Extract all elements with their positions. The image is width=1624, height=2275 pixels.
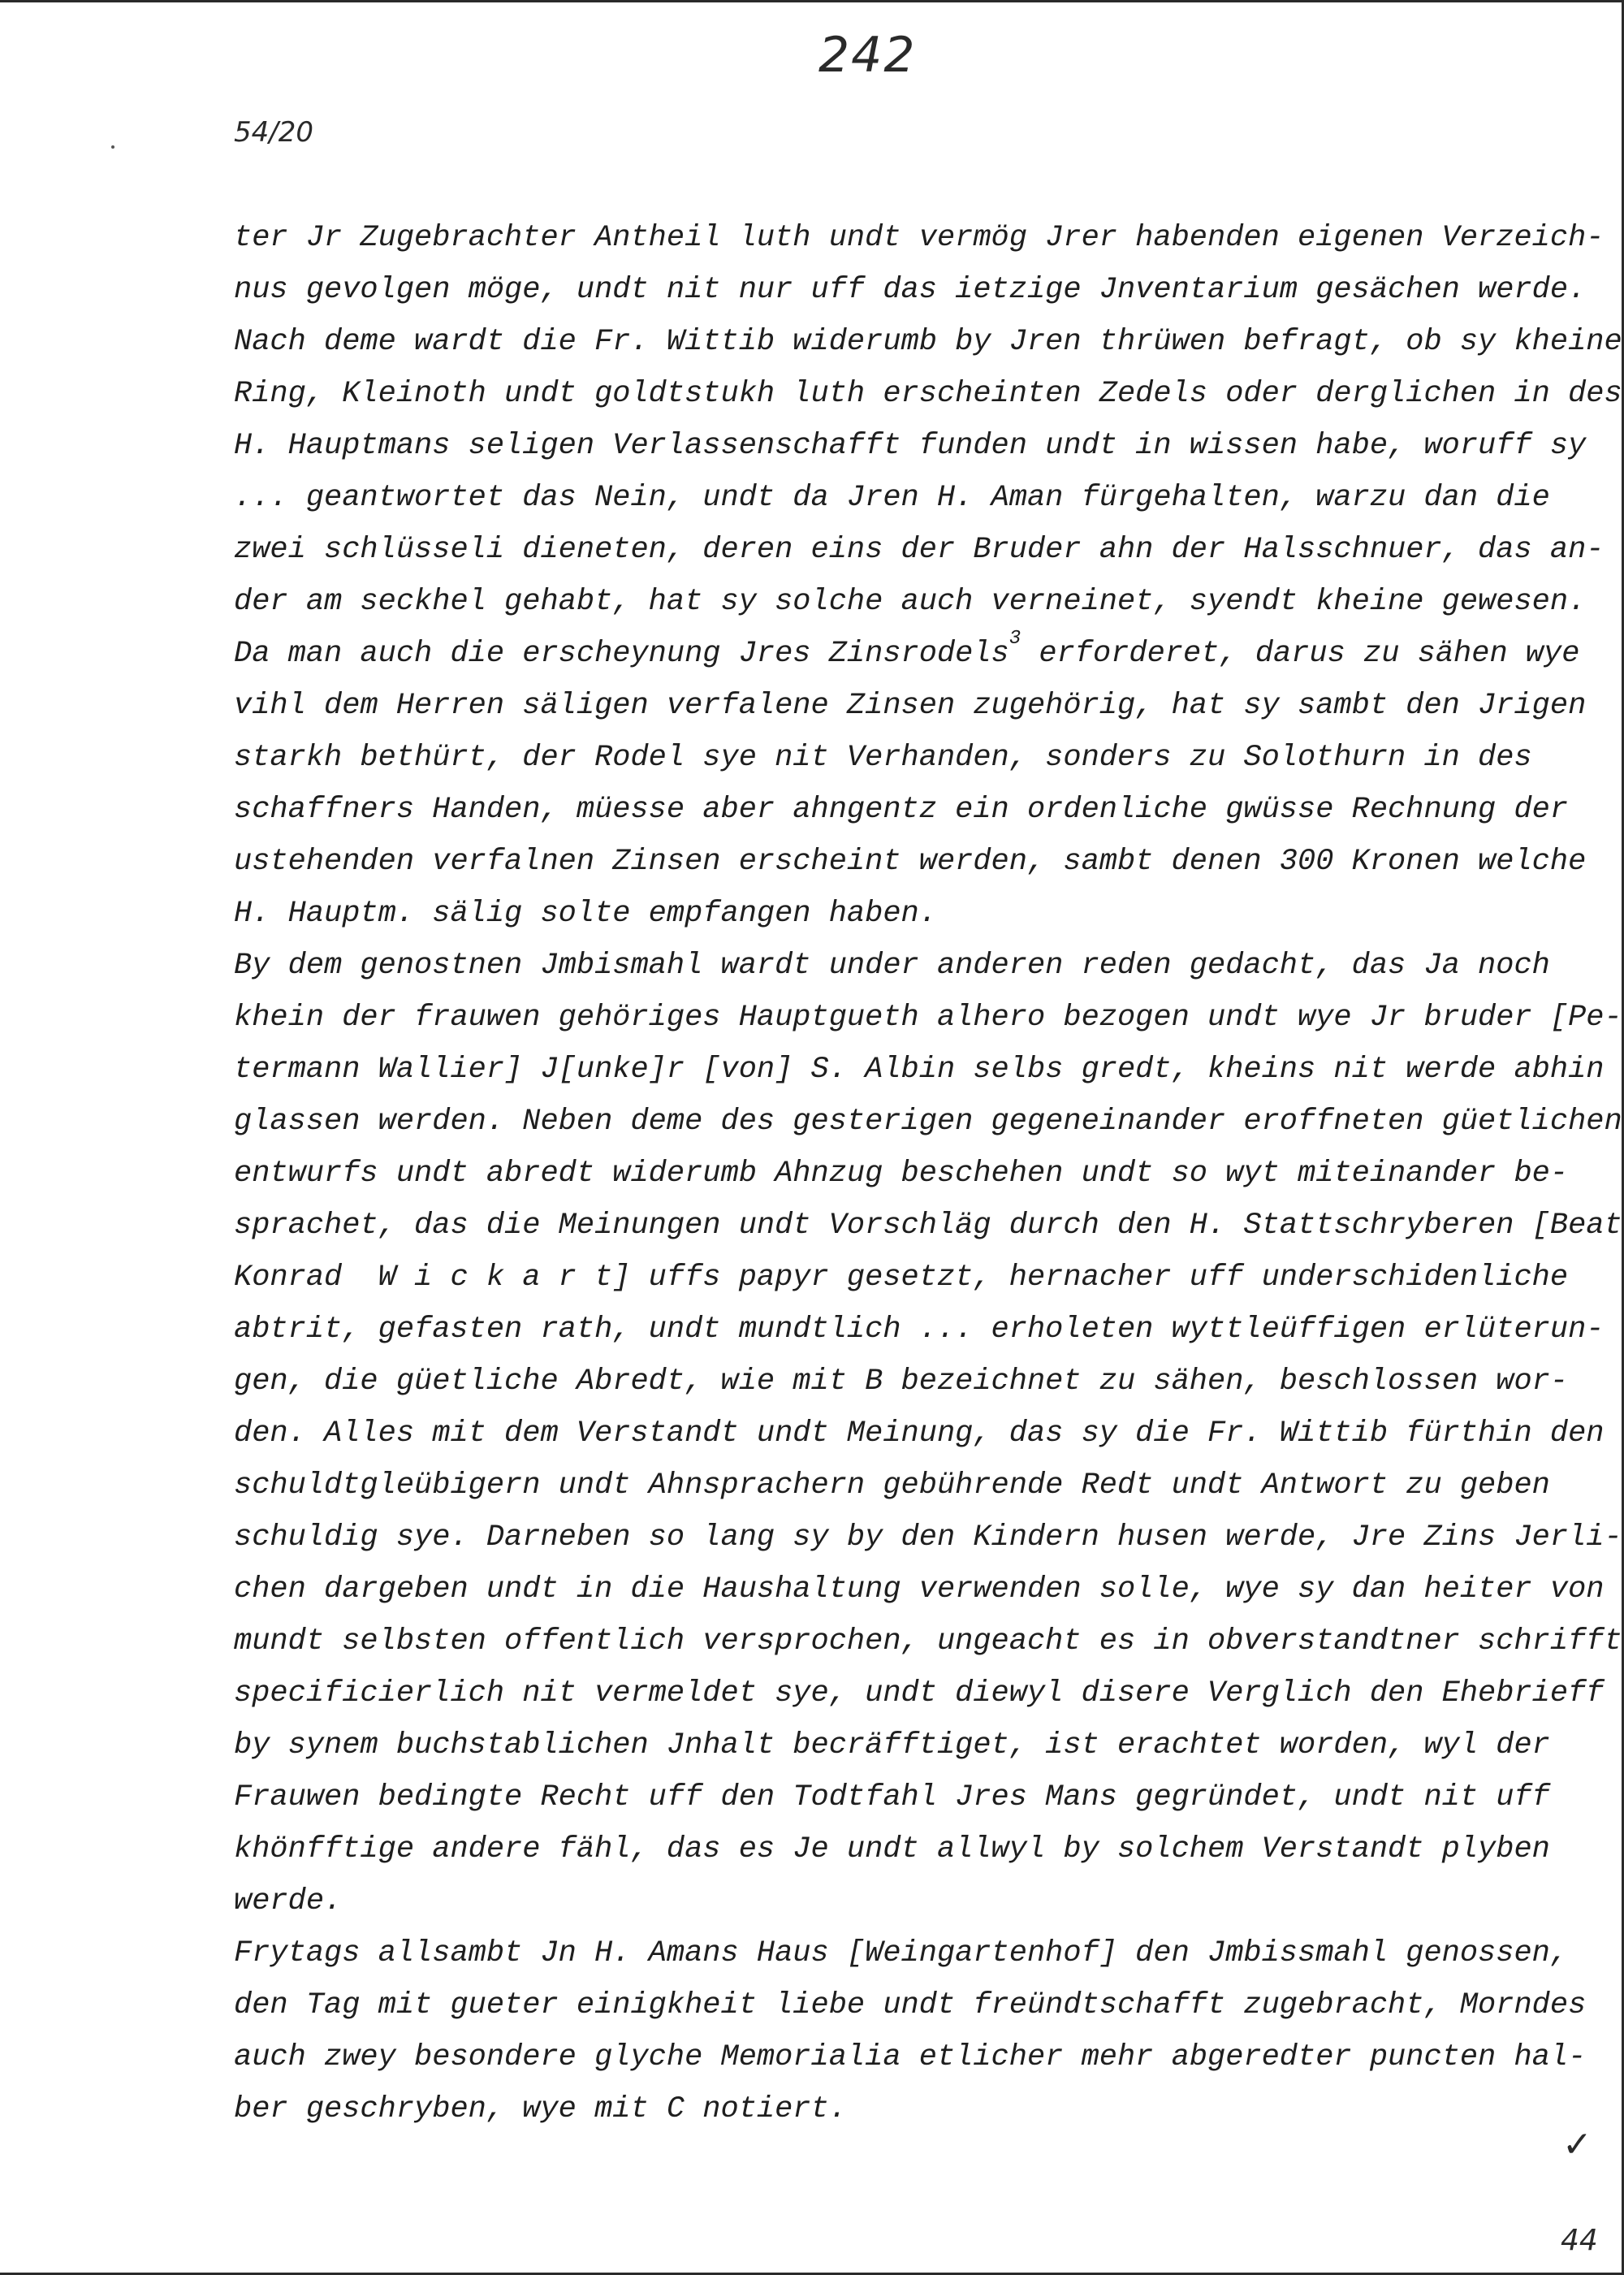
text-line: schuldtgleübigern undt Ahnsprachern gebührende Redt undt Antwort zu geben [234, 1468, 1550, 1503]
text-line: entwurfs undt abredt widerumb Ahnzug beschehen undt so wyt miteinander be- [234, 1157, 1569, 1191]
text-line: glassen werden. Neben deme des gesterigen gegeneinander eroffneten güetlichen [234, 1105, 1622, 1139]
transcription-text [234, 212, 1622, 2135]
text-line: den. Alles mit dem Verstandt undt Meinung, das sy die Fr. Wittib fürthin den [234, 1416, 1605, 1451]
text-line: starkh bethürt, der Rodel sye nit Verhanden, sonders zu Solothurn in des [234, 741, 1532, 775]
text-line: by synem buchstablichen Jnhalt becräfftiget, ist erachtet worden, wyl der [234, 1728, 1550, 1762]
check-mark: ✓ [1562, 2124, 1592, 2165]
text-line: specificierlich nit vermeldet sye, undt diewyl disere Verglich den Ehebrieff [234, 1676, 1605, 1711]
text-line: Nach deme wardt die Fr. Wittib widerumb by Jren thrüwen befragt, ob sy kheine [234, 325, 1622, 359]
text-line: zwei schlüsseli dieneten, deren eins der Bruder ahn der Halsschnuer, das an- [234, 533, 1605, 567]
archive-signature: 54/20 [234, 116, 313, 149]
text-line: khein der frauwen gehöriges Hauptgueth alhero bezogen undt wye Jr bruder [Pe- [234, 1001, 1622, 1035]
text-line: H. Hauptm. sälig solte empfangen haben. [234, 897, 937, 931]
text-line: nus gevolgen möge, undt nit nur uff das ietzige Jnventarium gesächen werde. [234, 273, 1587, 307]
text-segment: Da man auch die erscheynung Jres Zinsrodels [234, 637, 1009, 671]
text-line: Konrad W i c k a r t] uffs papyr gesetzt, hernacher uff underschidenliche [234, 1261, 1569, 1295]
text-line: auch zwey besondere glyche Memorialia etlicher mehr abgeredter puncten hal- [234, 2040, 1587, 2074]
text-line: H. Hauptmans seligen Verlassenschafft funden undt in wissen habe, woruff sy [234, 429, 1587, 463]
text-line: abtrit, gefasten rath, undt mundtlich ... erholeten wyttleüffigen erlüterun- [234, 1313, 1605, 1347]
text-line: ter Jr Zugebrachter Antheil luth undt vermög Jrer habenden eigenen Verzeich- [234, 221, 1605, 255]
text-line: ustehenden verfalnen Zinsen erscheint werden, sambt denen 300 Kronen welche [234, 845, 1587, 879]
text-line: der am seckhel gehabt, hat sy solche auch verneinet, syendt kheine gewesen. [234, 585, 1587, 619]
text-line-with-footnote [234, 628, 1580, 680]
page-marker: 44 [1561, 2224, 1598, 2257]
text-line: schuldig sye. Darneben so lang sy by den Kindern husen werde, Jre Zins Jerli- [234, 1520, 1622, 1555]
text-line: gen, die güetliche Abredt, wie mit B bezeichnet zu sähen, beschlossen wor- [234, 1365, 1569, 1399]
text-line: khönfftige andere fähl, das es Je undt allwyl by solchem Verstandt plyben [234, 1832, 1550, 1866]
text-line: Frauwen bedingte Recht uff den Todtfahl Jres Mans gegründet, undt nit uff [234, 1780, 1550, 1814]
text-line: schaffners Handen, müesse aber ahngentz ein ordenliche gwüsse Rechnung der [234, 793, 1569, 827]
text-line: termann Wallier] J[unke]r [von] S. Albin selbs gredt, kheins nit werde abhin [234, 1053, 1605, 1087]
folio-number: 242 [818, 27, 917, 84]
footnote-marker: 3 [1009, 628, 1021, 650]
text-line: ber geschryben, wye mit C notiert. [234, 2092, 847, 2126]
text-line: mundt selbsten offentlich versprochen, ungeacht es in obverstandtner schrifft [234, 1624, 1622, 1659]
text-line: By dem genostnen Jmbismahl wardt under anderen reden gedacht, das Ja noch [234, 949, 1550, 983]
text-line: ... geantwortet das Nein, undt da Jren H. Aman fürgehalten, warzu dan die [234, 481, 1550, 515]
text-line: sprachet, das die Meinungen undt Vorschläg durch den H. Stattschryberen [Beat [234, 1209, 1622, 1243]
text-line: werde. [234, 1884, 343, 1918]
text-line: chen dargeben undt in die Haushaltung verwenden solle, wye sy dan heiter von [234, 1572, 1605, 1607]
text-line: vihl dem Herren säligen verfalene Zinsen zugehörig, hat sy sambt den Jrigen [234, 689, 1587, 723]
text-segment: erforderet, darus zu sähen wye [1021, 637, 1580, 671]
text-line: Ring, Kleinoth undt goldtstukh luth erscheinten Zedels oder derglichen in des [234, 377, 1622, 411]
text-line: den Tag mit gueter einigkheit liebe undt freündtschafft zugebracht, Morndes [234, 1988, 1587, 2022]
text-line: Frytags allsambt Jn H. Amans Haus [Weingartenhof] den Jmbissmahl genossen, [234, 1936, 1569, 1970]
margin-dot [111, 145, 114, 149]
